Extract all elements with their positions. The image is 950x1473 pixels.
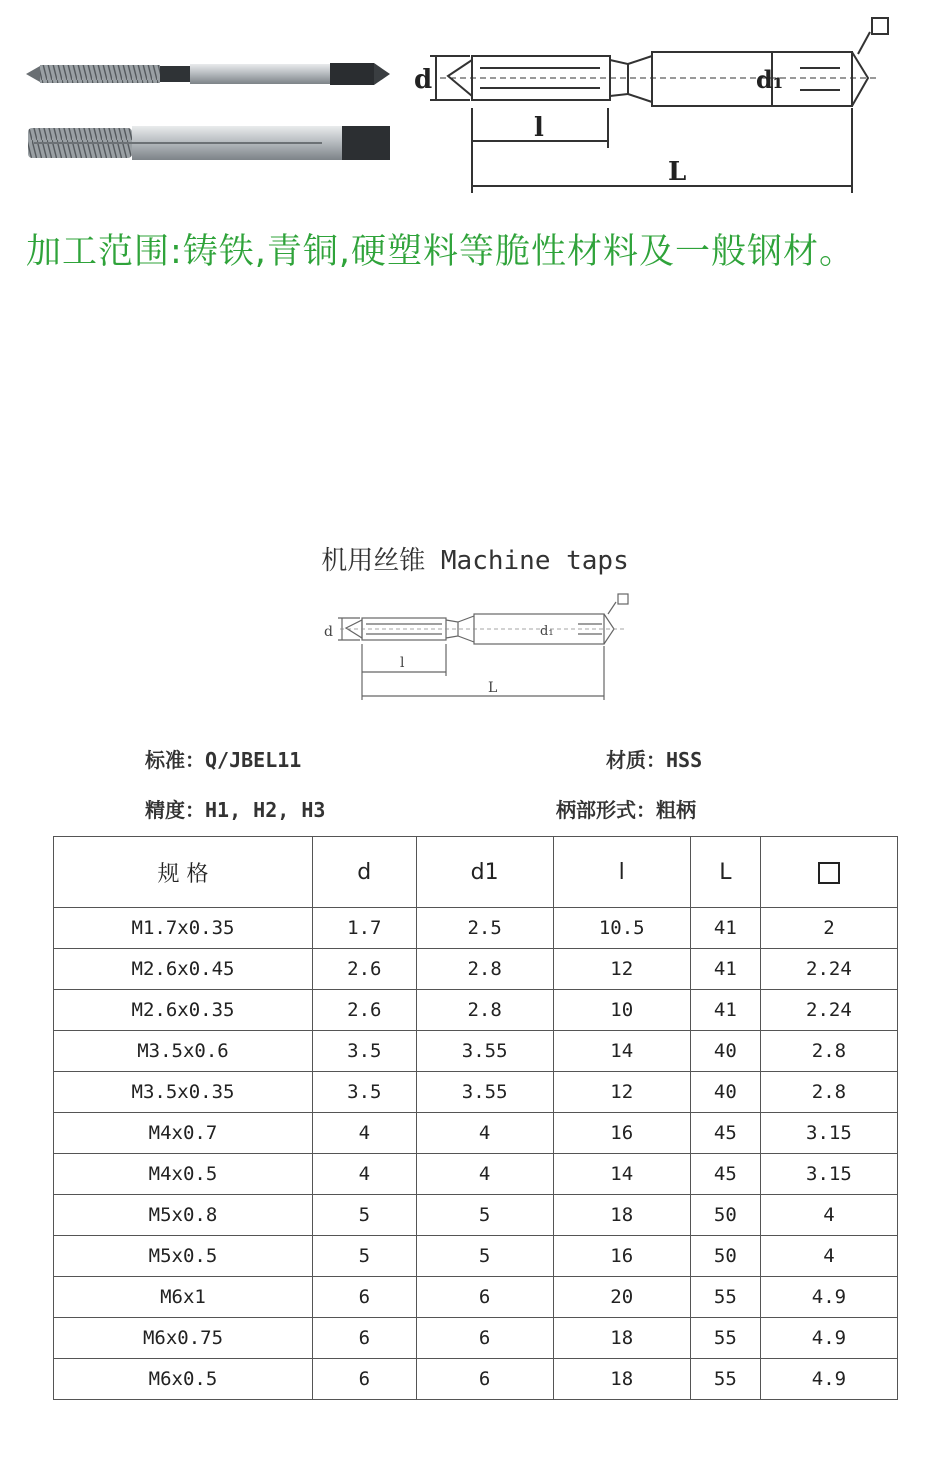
dim-d-label: d (414, 65, 433, 95)
table-row (54, 949, 898, 990)
tap-photo-upper (26, 63, 390, 85)
table-cell: 16 (553, 1113, 690, 1154)
material-value: HSS (666, 748, 703, 772)
table-cell: 41 (690, 908, 760, 949)
table-row (54, 1318, 898, 1359)
table-cell: 10.5 (553, 908, 690, 949)
table-cell: 2.24 (760, 949, 897, 990)
table-cell: 4 (416, 1113, 553, 1154)
table-cell: 2 (760, 908, 897, 949)
tap-photos (22, 40, 402, 180)
table-row (54, 1154, 898, 1195)
header-d: d (313, 837, 417, 908)
table-row (54, 1031, 898, 1072)
table-row (54, 1195, 898, 1236)
table-cell: 3.55 (416, 1072, 553, 1113)
material-info (606, 744, 702, 773)
table-cell: 40 (690, 1072, 760, 1113)
table-cell: 4 (760, 1236, 897, 1277)
spec-table (53, 836, 898, 1400)
table-cell: 4 (760, 1195, 897, 1236)
table-cell: M6x1 (54, 1277, 313, 1318)
shank-value: 粗柄 (656, 798, 696, 822)
tap-photo-lower (28, 126, 390, 160)
table-cell: 2.8 (760, 1072, 897, 1113)
small-dim-l-label: l (400, 655, 405, 671)
shank-label: 柄部形式： (556, 798, 656, 822)
table-cell: 20 (553, 1277, 690, 1318)
header-l: l (553, 837, 690, 908)
machining-range-text: 加工范围:铸铁,青铜,硬塑料等脆性材料及一般钢材。 (26, 232, 856, 272)
table-row (54, 1072, 898, 1113)
table-row (54, 1113, 898, 1154)
table-cell: 40 (690, 1031, 760, 1072)
spec-title: 机用丝锥 Machine taps (321, 546, 629, 576)
table-cell: 55 (690, 1359, 760, 1400)
table-cell: M6x0.5 (54, 1359, 313, 1400)
table-cell: 5 (313, 1236, 417, 1277)
table-cell: 2.6 (313, 990, 417, 1031)
table-cell: 3.15 (760, 1113, 897, 1154)
table-cell: 3.5 (313, 1031, 417, 1072)
table-cell: 2.8 (416, 990, 553, 1031)
table-row (54, 1236, 898, 1277)
table-cell: 4.9 (760, 1318, 897, 1359)
table-cell: M3.5x0.6 (54, 1031, 313, 1072)
table-cell: 55 (690, 1318, 760, 1359)
table-cell: 6 (313, 1359, 417, 1400)
header-L: L (690, 837, 760, 908)
table-cell: 4 (416, 1154, 553, 1195)
table-cell: 5 (416, 1195, 553, 1236)
standard-value: Q/JBEL11 (205, 748, 302, 772)
table-cell: 10 (553, 990, 690, 1031)
table-cell: M2.6x0.35 (54, 990, 313, 1031)
table-cell: M5x0.8 (54, 1195, 313, 1236)
table-cell: 6 (416, 1277, 553, 1318)
table-cell: 4.9 (760, 1277, 897, 1318)
table-cell: M3.5x0.35 (54, 1072, 313, 1113)
table-cell: 16 (553, 1236, 690, 1277)
table-cell: 50 (690, 1195, 760, 1236)
standard-label: 标准： (145, 748, 205, 772)
table-cell: 14 (553, 1154, 690, 1195)
table-cell: 4 (313, 1154, 417, 1195)
tap-dimension-drawing (400, 8, 930, 208)
table-cell: M5x0.5 (54, 1236, 313, 1277)
square-icon (818, 862, 840, 884)
precision-info (145, 794, 325, 823)
table-cell: 6 (313, 1318, 417, 1359)
standard-info (145, 744, 301, 773)
table-cell: 18 (553, 1195, 690, 1236)
table-cell: 41 (690, 990, 760, 1031)
table-cell: 55 (690, 1277, 760, 1318)
header-d1: d1 (416, 837, 553, 908)
tap-dimension-drawing-small (318, 592, 638, 710)
table-cell: 50 (690, 1236, 760, 1277)
table-cell: 3.15 (760, 1154, 897, 1195)
table-cell: 18 (553, 1318, 690, 1359)
header-square (760, 837, 897, 908)
material-label: 材质： (606, 748, 666, 772)
table-cell: 5 (416, 1236, 553, 1277)
table-cell: M1.7x0.35 (54, 908, 313, 949)
table-cell: 2.8 (760, 1031, 897, 1072)
table-cell: 4.9 (760, 1359, 897, 1400)
table-cell: 2.6 (313, 949, 417, 990)
table-cell: M2.6x0.45 (54, 949, 313, 990)
precision-label: 精度： (145, 798, 205, 822)
table-cell: 1.7 (313, 908, 417, 949)
table-cell: 6 (313, 1277, 417, 1318)
dim-L-label: L (668, 157, 687, 187)
table-header-row (54, 837, 898, 908)
table-cell: 14 (553, 1031, 690, 1072)
table-cell: 6 (416, 1318, 553, 1359)
shank-info (556, 794, 696, 823)
table-cell: 2.5 (416, 908, 553, 949)
precision-value: H1, H2, H3 (205, 798, 326, 822)
table-cell: 5 (313, 1195, 417, 1236)
dim-l-label: l (534, 113, 544, 143)
small-dim-L-label: L (488, 680, 498, 696)
table-cell: 12 (553, 949, 690, 990)
table-cell: 12 (553, 1072, 690, 1113)
table-cell: 41 (690, 949, 760, 990)
dim-d1-label: d₁ (756, 65, 784, 94)
table-row (54, 908, 898, 949)
table-row (54, 1359, 898, 1400)
table-cell: 45 (690, 1113, 760, 1154)
table-cell: M4x0.5 (54, 1154, 313, 1195)
table-cell: 18 (553, 1359, 690, 1400)
table-cell: M4x0.7 (54, 1113, 313, 1154)
table-cell: 45 (690, 1154, 760, 1195)
table-cell: M6x0.75 (54, 1318, 313, 1359)
small-dim-d-label: d (324, 624, 333, 640)
table-cell: 6 (416, 1359, 553, 1400)
table-cell: 2.8 (416, 949, 553, 990)
table-row (54, 1277, 898, 1318)
table-cell: 4 (313, 1113, 417, 1154)
table-cell: 3.5 (313, 1072, 417, 1113)
table-cell: 2.24 (760, 990, 897, 1031)
table-row (54, 990, 898, 1031)
small-dim-d1-label: d₁ (540, 624, 554, 639)
table-cell: 3.55 (416, 1031, 553, 1072)
header-size: 规 格 (54, 837, 313, 908)
